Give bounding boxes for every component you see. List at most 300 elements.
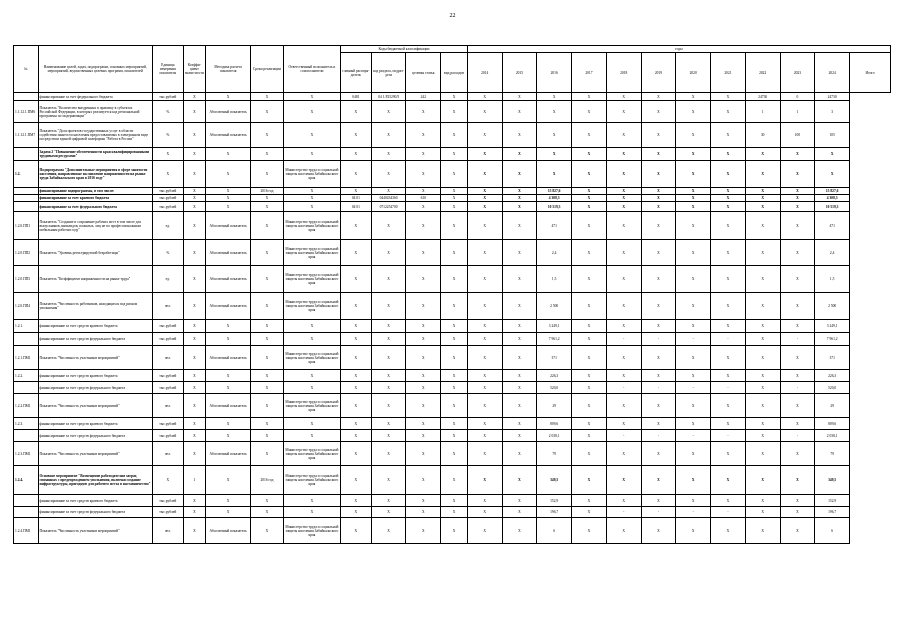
row-year-value: X bbox=[780, 240, 815, 266]
row-year-value: X bbox=[676, 101, 711, 123]
row-exp: X bbox=[441, 195, 468, 202]
row-name: Показатель "Численность участников мероприятий" bbox=[38, 442, 152, 466]
row-name: финансирование за счет средств краевого бюджета bbox=[38, 495, 152, 507]
row-name: финансирование за счет средств федерального бюджета bbox=[38, 430, 152, 442]
row-method: Абсолютный показатель bbox=[206, 394, 251, 418]
row-exp: X bbox=[441, 346, 468, 370]
row-method: X bbox=[206, 466, 251, 495]
row-number: 1.2.4.ПМ1 bbox=[14, 518, 39, 544]
row-year-value: - bbox=[711, 507, 746, 518]
row-year-value: X bbox=[641, 188, 676, 195]
row-name: Задача 2 "Повышение обеспеченности края квалифицированными трудовыми ресурсами" bbox=[38, 148, 152, 161]
row-year-value: X bbox=[780, 195, 815, 202]
row-section: X bbox=[371, 161, 406, 188]
row-year-value: 30 bbox=[745, 123, 780, 148]
row-gl: X bbox=[341, 123, 372, 148]
row-section: 04 1.P25290Л bbox=[371, 93, 406, 101]
row-year-value: X bbox=[676, 495, 711, 507]
row-name: Показатель "Численность участников мероприятий" bbox=[38, 346, 152, 370]
row-gl: X bbox=[341, 266, 372, 293]
row-year-value: 2,4 bbox=[537, 240, 572, 266]
row-year-value: X bbox=[537, 123, 572, 148]
row-year-value: X bbox=[606, 418, 641, 430]
row-coef: X bbox=[183, 320, 205, 333]
row-year-value: X bbox=[676, 442, 711, 466]
row-exp: X bbox=[441, 333, 468, 346]
row-year-value: X bbox=[745, 195, 780, 202]
row-total: X bbox=[815, 161, 850, 188]
row-coef: X bbox=[183, 442, 205, 466]
table-row bbox=[14, 507, 891, 518]
row-year-value: 79 bbox=[537, 442, 572, 466]
row-year-value: X bbox=[572, 495, 607, 507]
row-coef: X bbox=[183, 93, 205, 101]
row-year-value: X bbox=[502, 394, 537, 418]
header-term: Сроки реализации bbox=[251, 46, 284, 93]
row-target: X bbox=[406, 101, 441, 123]
row-gl: X bbox=[341, 293, 372, 320]
row-year-value: X bbox=[745, 202, 780, 212]
row-exp: X bbox=[441, 518, 468, 544]
row-number bbox=[14, 333, 39, 346]
row-year-value: X bbox=[572, 394, 607, 418]
row-method: X bbox=[206, 370, 251, 382]
row-method: X bbox=[206, 148, 251, 161]
row-method: X bbox=[206, 188, 251, 195]
row-year-value: X bbox=[606, 101, 641, 123]
row-year-value: X bbox=[467, 212, 502, 240]
row-method: X bbox=[206, 93, 251, 101]
row-unit: % bbox=[152, 240, 183, 266]
table-row bbox=[14, 430, 891, 442]
row-year-value: X bbox=[467, 346, 502, 370]
row-year-value: X bbox=[606, 518, 641, 544]
row-number bbox=[14, 382, 39, 394]
row-year-value: X bbox=[467, 394, 502, 418]
row-year-value: X bbox=[676, 320, 711, 333]
row-coef: X bbox=[183, 370, 205, 382]
row-year-value: X bbox=[711, 212, 746, 240]
row-gl: 04 01 bbox=[341, 202, 372, 212]
row-year-value: X bbox=[467, 202, 502, 212]
row-method: X bbox=[206, 507, 251, 518]
header-year: 2024 bbox=[815, 53, 850, 93]
row-unit: тыс.рублей bbox=[152, 320, 183, 333]
row-year-value: X bbox=[745, 320, 780, 333]
row-method: X bbox=[206, 333, 251, 346]
row-year-value: 471 bbox=[537, 212, 572, 240]
row-total: 2 500 bbox=[815, 293, 850, 320]
row-method: Абсолютный показатель bbox=[206, 346, 251, 370]
row-name: Показатель "Количество внедренных в практику в субъектах Российской Федерации, в которых реализуется код региональной программы по модернизации" bbox=[38, 101, 152, 123]
row-section: X bbox=[371, 495, 406, 507]
row-term: X bbox=[251, 382, 284, 394]
row-year-value: X bbox=[502, 123, 537, 148]
row-responsible: X bbox=[283, 148, 340, 161]
row-target: X bbox=[406, 202, 441, 212]
row-year-value: X bbox=[572, 442, 607, 466]
row-year-value: X bbox=[780, 507, 815, 518]
row-year-value: - bbox=[606, 333, 641, 346]
row-exp: X bbox=[441, 212, 468, 240]
row-number: 1.2.0.ПП4 bbox=[14, 293, 39, 320]
row-year-value: X bbox=[780, 418, 815, 430]
row-year-value: X bbox=[745, 212, 780, 240]
row-coef: X bbox=[183, 148, 205, 161]
row-year-value: X bbox=[606, 161, 641, 188]
row-unit: тыс.рублей bbox=[152, 495, 183, 507]
row-year-value: X bbox=[641, 495, 676, 507]
row-year-value: X bbox=[676, 518, 711, 544]
row-number: 1.2.3.ПМ1 bbox=[14, 442, 39, 466]
row-year-value: X bbox=[502, 202, 537, 212]
budget-table bbox=[13, 45, 891, 544]
row-total: 79 bbox=[815, 442, 850, 466]
row-number: 1.1.12.1.ПМ6 bbox=[14, 101, 39, 123]
row-target: X bbox=[406, 320, 441, 333]
row-year-value: - bbox=[676, 507, 711, 518]
row-year-value: X bbox=[745, 394, 780, 418]
row-year-value: - bbox=[780, 382, 815, 394]
row-gl: X bbox=[341, 466, 372, 495]
row-year-value: X bbox=[780, 293, 815, 320]
row-year-value: X bbox=[467, 333, 502, 346]
row-year-value: X bbox=[745, 442, 780, 466]
row-year-value: X bbox=[641, 212, 676, 240]
row-term: X bbox=[251, 507, 284, 518]
row-total: 7 961,2 bbox=[815, 333, 850, 346]
row-unit: тыс.рублей bbox=[152, 382, 183, 394]
row-number bbox=[14, 188, 39, 195]
row-unit: тыс.рублей bbox=[152, 333, 183, 346]
row-term: X bbox=[251, 333, 284, 346]
row-year-value: 7 961,2 bbox=[537, 333, 572, 346]
row-year-value: X bbox=[676, 240, 711, 266]
row-year-value: X bbox=[572, 161, 607, 188]
table-row bbox=[14, 442, 891, 466]
row-year-value: X bbox=[780, 266, 815, 293]
row-gl: X bbox=[341, 518, 372, 544]
row-year-value: X bbox=[745, 346, 780, 370]
row-method: X bbox=[206, 202, 251, 212]
row-year-value: 100 bbox=[780, 123, 815, 148]
row-year-value: X bbox=[745, 382, 780, 394]
row-method: X bbox=[206, 418, 251, 430]
row-number: 1.2.3. bbox=[14, 418, 39, 430]
header-year: 2018 bbox=[606, 53, 641, 93]
row-year-value: X bbox=[572, 320, 607, 333]
row-responsible: Министерство труда и социальной защиты населения Забайкальского края bbox=[283, 442, 340, 466]
row-year-value: X bbox=[572, 101, 607, 123]
row-year-value: X bbox=[676, 148, 711, 161]
row-responsible: X bbox=[283, 195, 340, 202]
row-name: финансирование за счет федерального бюджета bbox=[38, 202, 152, 212]
row-gl: X bbox=[341, 442, 372, 466]
row-number: 1.2.1.ПМ1 bbox=[14, 346, 39, 370]
row-year-value: X bbox=[502, 333, 537, 346]
table-body bbox=[14, 93, 891, 544]
row-year-value: X bbox=[572, 212, 607, 240]
row-year-value: X bbox=[572, 418, 607, 430]
row-method: Абсолютный показатель bbox=[206, 101, 251, 123]
row-gl: X bbox=[341, 382, 372, 394]
row-year-value: X bbox=[502, 507, 537, 518]
row-year-value: X bbox=[711, 418, 746, 430]
row-year-value: X bbox=[502, 466, 537, 495]
row-gl: X bbox=[341, 370, 372, 382]
row-name: Показатель "Доля проектов государственных услуг в области содействия занятости населения предоставляемых в электронном виде посредством единой цифровой платформы "Работа в России" bbox=[38, 123, 152, 148]
row-section: X bbox=[371, 266, 406, 293]
row-year-value: X bbox=[641, 518, 676, 544]
row-year-value: X bbox=[467, 293, 502, 320]
row-section: X bbox=[371, 507, 406, 518]
row-year-value: X bbox=[467, 93, 502, 101]
row-method: X bbox=[206, 495, 251, 507]
row-term: X bbox=[251, 394, 284, 418]
row-coef: X bbox=[183, 195, 205, 202]
row-year-value: X bbox=[502, 148, 537, 161]
row-year-value: X bbox=[641, 293, 676, 320]
row-year-value: X bbox=[711, 195, 746, 202]
row-year-value: X bbox=[502, 346, 537, 370]
row-year-value: X bbox=[572, 195, 607, 202]
row-year-value: X bbox=[606, 148, 641, 161]
row-responsible: Министерство труда и социальной защиты населения Забайкальского края bbox=[283, 394, 340, 418]
row-year-value: X bbox=[745, 495, 780, 507]
row-year-value: X bbox=[780, 212, 815, 240]
row-section: X bbox=[371, 442, 406, 466]
row-year-value: 2 500 bbox=[537, 293, 572, 320]
row-number bbox=[14, 430, 39, 442]
row-year-value: X bbox=[502, 382, 537, 394]
row-year-value: X bbox=[572, 293, 607, 320]
row-year-value: X bbox=[606, 202, 641, 212]
row-year-value: X bbox=[676, 394, 711, 418]
row-term: X bbox=[251, 195, 284, 202]
table-row bbox=[14, 346, 891, 370]
row-year-value: - bbox=[780, 430, 815, 442]
row-number: 1.2.1. bbox=[14, 320, 39, 333]
row-year-value: X bbox=[572, 148, 607, 161]
row-year-value: X bbox=[467, 466, 502, 495]
row-year-value: X bbox=[572, 430, 607, 442]
row-responsible: X bbox=[283, 418, 340, 430]
row-unit: тыс.рублей bbox=[152, 430, 183, 442]
row-responsible: Министерство труда и социальной защиты населения Забайкальского края bbox=[283, 346, 340, 370]
row-year-value: X bbox=[780, 148, 815, 161]
row-total: 196,7 bbox=[815, 507, 850, 518]
row-method: Абсолютный показатель bbox=[206, 123, 251, 148]
row-year-value: X bbox=[467, 430, 502, 442]
row-term: X bbox=[251, 518, 284, 544]
row-coef: X bbox=[183, 518, 205, 544]
row-section: X bbox=[371, 148, 406, 161]
row-responsible: X bbox=[283, 188, 340, 195]
row-year-value: - bbox=[676, 333, 711, 346]
row-total: 3 249,1 bbox=[815, 320, 850, 333]
row-year-value: X bbox=[606, 93, 641, 101]
row-method: Абсолютный показатель bbox=[206, 212, 251, 240]
row-year-value: X bbox=[606, 266, 641, 293]
row-year-value: X bbox=[467, 188, 502, 195]
row-year-value: X bbox=[502, 188, 537, 195]
row-year-value: - bbox=[641, 382, 676, 394]
header-year: 2014 bbox=[467, 53, 502, 93]
row-unit: % bbox=[152, 101, 183, 123]
row-year-value: 349,5 bbox=[537, 466, 572, 495]
row-number: 1.2.0.ПП1 bbox=[14, 212, 39, 240]
row-unit: чел. bbox=[152, 346, 183, 370]
row-unit: тыс.рублей bbox=[152, 195, 183, 202]
row-coef: X bbox=[183, 333, 205, 346]
row-year-value: X bbox=[502, 442, 537, 466]
row-gl: X bbox=[341, 148, 372, 161]
row-exp: X bbox=[441, 240, 468, 266]
row-year-value: 152,9 bbox=[537, 495, 572, 507]
table-row bbox=[14, 518, 891, 544]
row-total: 349,5 bbox=[815, 466, 850, 495]
table-row bbox=[14, 101, 891, 123]
row-term: X bbox=[251, 430, 284, 442]
row-year-value: X bbox=[537, 161, 572, 188]
row-term: X bbox=[251, 240, 284, 266]
row-total: 3 bbox=[815, 101, 850, 123]
row-year-value: X bbox=[502, 212, 537, 240]
row-year-value: - bbox=[711, 333, 746, 346]
row-year-value: X bbox=[572, 93, 607, 101]
header-coef: Коэффи-циент значи-мости bbox=[183, 46, 205, 93]
row-gl: X bbox=[341, 101, 372, 123]
row-target: X bbox=[406, 148, 441, 161]
row-year-value: 1,5 bbox=[537, 266, 572, 293]
row-year-value: X bbox=[502, 293, 537, 320]
row-total: 809,6 bbox=[815, 418, 850, 430]
row-responsible: Министерство труда и социальной защиты населения Забайкальского края bbox=[283, 161, 340, 188]
row-year-value: X bbox=[467, 148, 502, 161]
row-term: X bbox=[251, 202, 284, 212]
row-unit: тыс.рублей bbox=[152, 418, 183, 430]
row-year-value: X bbox=[745, 418, 780, 430]
row-year-value: X bbox=[676, 266, 711, 293]
row-year-value: X bbox=[711, 518, 746, 544]
row-year-value: X bbox=[780, 188, 815, 195]
row-year-value: 226,3 bbox=[537, 370, 572, 382]
row-name: финансирование за счет краевого бюджета bbox=[38, 195, 152, 202]
row-year-value: X bbox=[641, 394, 676, 418]
header-num: № bbox=[14, 46, 39, 93]
row-exp: X bbox=[441, 188, 468, 195]
table-row bbox=[14, 93, 891, 101]
row-year-value: X bbox=[745, 148, 780, 161]
header-exp: вид расходов bbox=[441, 53, 468, 93]
row-coef: X bbox=[183, 430, 205, 442]
row-year-value: X bbox=[467, 123, 502, 148]
row-coef: X bbox=[183, 346, 205, 370]
header-unit: Единица измерения показателя bbox=[152, 46, 183, 93]
row-year-value: X bbox=[537, 93, 572, 101]
row-unit: ед. bbox=[152, 266, 183, 293]
row-year-value: X bbox=[676, 370, 711, 382]
row-target: X bbox=[406, 370, 441, 382]
row-unit: чел. bbox=[152, 394, 183, 418]
row-year-value: X bbox=[641, 202, 676, 212]
row-total: 15 827,6 bbox=[815, 188, 850, 195]
header-year: 2019 bbox=[641, 53, 676, 93]
row-section: 0440434360 bbox=[371, 195, 406, 202]
row-year-value: X bbox=[467, 442, 502, 466]
row-number bbox=[14, 507, 39, 518]
table-header bbox=[14, 46, 891, 93]
header-name: Наименование целей, задач, подпрограмм, основных мероприятий, мероприятий, ведомственных целевых программ, показателей bbox=[38, 46, 152, 93]
row-year-value: X bbox=[711, 161, 746, 188]
row-year-value: X bbox=[641, 418, 676, 430]
row-year-value: 6 bbox=[537, 518, 572, 544]
row-responsible: X bbox=[283, 430, 340, 442]
header-budget-group: Коды бюджетной классификации bbox=[341, 46, 468, 53]
row-responsible: Министерство труда и социальной защиты населения Забайкальского края bbox=[283, 266, 340, 293]
row-coef: X bbox=[183, 382, 205, 394]
row-year-value: X bbox=[641, 123, 676, 148]
row-exp: X bbox=[441, 394, 468, 418]
row-year-value: X bbox=[745, 507, 780, 518]
row-coef: X bbox=[183, 507, 205, 518]
header-section: код раздела, подраз-дела bbox=[371, 53, 406, 93]
row-year-value: 1 bbox=[780, 101, 815, 123]
row-gl: X bbox=[341, 507, 372, 518]
row-term: X bbox=[251, 123, 284, 148]
row-year-value: X bbox=[745, 466, 780, 495]
row-unit: тыс.рублей bbox=[152, 93, 183, 101]
row-year-value: X bbox=[606, 442, 641, 466]
row-year-value: X bbox=[641, 320, 676, 333]
row-year-value: - bbox=[606, 507, 641, 518]
row-year-value: X bbox=[606, 293, 641, 320]
page-number: 22 bbox=[449, 13, 456, 19]
row-year-value: X bbox=[711, 293, 746, 320]
row-year-value: X bbox=[711, 188, 746, 195]
row-year-value: - bbox=[641, 507, 676, 518]
header-year: 2021 bbox=[711, 53, 746, 93]
row-year-value: X bbox=[572, 382, 607, 394]
row-method: Абсолютный показатель bbox=[206, 293, 251, 320]
row-responsible: X bbox=[283, 101, 340, 123]
row-section: X bbox=[371, 333, 406, 346]
row-year-value: X bbox=[780, 370, 815, 382]
row-target: 242 bbox=[406, 93, 441, 101]
row-target: X bbox=[406, 518, 441, 544]
row-year-value: X bbox=[606, 495, 641, 507]
row-year-value: X bbox=[641, 161, 676, 188]
row-exp: X bbox=[441, 495, 468, 507]
row-section: X bbox=[371, 101, 406, 123]
row-year-value: X bbox=[711, 495, 746, 507]
header-year: 2017 bbox=[572, 53, 607, 93]
row-year-value: X bbox=[780, 442, 815, 466]
row-unit: чел. bbox=[152, 293, 183, 320]
row-year-value: X bbox=[641, 148, 676, 161]
row-coef: X bbox=[183, 161, 205, 188]
row-year-value: X bbox=[676, 346, 711, 370]
row-section: X bbox=[371, 518, 406, 544]
row-exp: X bbox=[441, 382, 468, 394]
row-year-value: 15 827,6 bbox=[537, 188, 572, 195]
row-total: 105 bbox=[815, 123, 850, 148]
row-year-value: - bbox=[711, 430, 746, 442]
row-term: X bbox=[251, 320, 284, 333]
row-coef: X bbox=[183, 293, 205, 320]
row-year-value: X bbox=[711, 346, 746, 370]
row-term: X bbox=[251, 161, 284, 188]
